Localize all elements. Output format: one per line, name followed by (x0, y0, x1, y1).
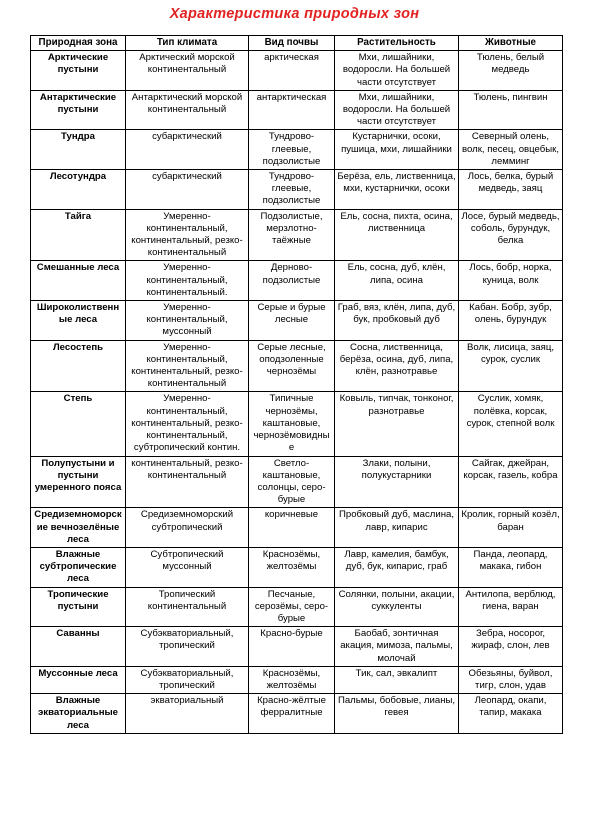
zone-cell: Тайга (31, 209, 126, 261)
soil-cell: Красно-бурые (249, 627, 335, 667)
header-animals: Животные (459, 36, 563, 51)
vegetation-cell: Мхи, лишайники, водоросли. На большей части отсутствует (335, 90, 459, 130)
zone-cell: Полупустыни и пустыни умеренного пояса (31, 456, 126, 508)
soil-cell: Краснозёмы, желтозёмы (249, 666, 335, 693)
zone-cell: Лесотундра (31, 170, 126, 210)
climate-cell: Умеренно-континентальный, муссонный (126, 301, 249, 341)
table-row (31, 694, 563, 734)
soil-cell: Светло-каштановые, солонцы, серо-бурые (249, 456, 335, 508)
table-row (31, 456, 563, 508)
zone-cell: Влажные субтропические леса (31, 547, 126, 587)
header-soil: Вид почвы (249, 36, 335, 51)
soil-cell: Тундрово-глеевые, подзолистые (249, 130, 335, 170)
header-zone: Природная зона (31, 36, 126, 51)
soil-cell: Красно-жёлтые ферралитные (249, 694, 335, 734)
animals-cell: Леопард, окапи, тапир, макака (459, 694, 563, 734)
vegetation-cell: Солянки, полыни, акации, суккуленты (335, 587, 459, 627)
vegetation-cell: Ель, сосна, пихта, осина, лиственница (335, 209, 459, 261)
vegetation-cell: Мхи, лишайники, водоросли. На большей части отсутствует (335, 51, 459, 91)
table-row (31, 51, 563, 91)
table-row (31, 392, 563, 456)
animals-cell: Северный олень, волк, песец, овцебык, лемминг (459, 130, 563, 170)
animals-cell: Обезьяны, буйвол, тигр, слон, удав (459, 666, 563, 693)
vegetation-cell: Ель, сосна, дуб, клён, липа, осина (335, 261, 459, 301)
zone-cell: Средиземноморские вечнозелёные леса (31, 508, 126, 548)
zone-cell: Арктические пустыни (31, 51, 126, 91)
climate-cell: Умеренно-континентальный, континентальный. (126, 261, 249, 301)
climate-cell: Средиземноморский субтропический (126, 508, 249, 548)
animals-cell: Лось, бобр, норка, куница, волк (459, 261, 563, 301)
zone-cell: Муссонные леса (31, 666, 126, 693)
animals-cell: Панда, леопард, макака, гибон (459, 547, 563, 587)
zone-cell: Лесостепь (31, 340, 126, 392)
animals-cell: Лось, белка, бурый медведь, заяц (459, 170, 563, 210)
table-row (31, 547, 563, 587)
header-vegetation: Растительность (335, 36, 459, 51)
soil-cell: Типичные чернозёмы, каштановые, чернозёмовидные (249, 392, 335, 456)
zone-cell: Антарктические пустыни (31, 90, 126, 130)
soil-cell: антарктическая (249, 90, 335, 130)
climate-cell: Умеренно-континентальный, континентальный, резко-континентальный, субтропический контин. (126, 392, 249, 456)
vegetation-cell: Лавр, камелия, бамбук, дуб, бук, кипарис, граб (335, 547, 459, 587)
climate-cell: Антарктический морской континентальный (126, 90, 249, 130)
climate-cell: субарктический (126, 130, 249, 170)
soil-cell: Песчаные, серозёмы, серо-бурые (249, 587, 335, 627)
header-climate: Тип климата (126, 36, 249, 51)
vegetation-cell: Тик, сал, эвкалипт (335, 666, 459, 693)
climate-cell: континентальный, резко-континентальный (126, 456, 249, 508)
table-row (31, 170, 563, 210)
animals-cell: Кролик, горный козёл, баран (459, 508, 563, 548)
soil-cell: Краснозёмы, желтозёмы (249, 547, 335, 587)
table-row (31, 261, 563, 301)
table-row (31, 130, 563, 170)
animals-cell: Суслик, хомяк, полёвка, корсак, сурок, степной волк (459, 392, 563, 456)
soil-cell: Подзолистые, мерзлотно-таёжные (249, 209, 335, 261)
animals-cell: Лосе, бурый медведь, соболь, бурундук, белка (459, 209, 563, 261)
animals-cell: Волк, лисица, заяц, сурок, суслик (459, 340, 563, 392)
climate-cell: Субэкваториальный, тропический (126, 627, 249, 667)
vegetation-cell: Пробковый дуб, маслина, лавр, кипарис (335, 508, 459, 548)
vegetation-cell: Берёза, ель, лиственница, мхи, кустарнички, осоки (335, 170, 459, 210)
table-row (31, 301, 563, 341)
vegetation-cell: Пальмы, бобовые, лианы, гевея (335, 694, 459, 734)
document-title: Характеристика природных зон (169, 6, 420, 22)
soil-cell: арктическая (249, 51, 335, 91)
zone-cell: Тропические пустыни (31, 587, 126, 627)
climate-cell: субарктический (126, 170, 249, 210)
table-row (31, 627, 563, 667)
natural-zones-table (30, 35, 563, 734)
soil-cell: коричневые (249, 508, 335, 548)
vegetation-cell: Ковыль, типчак, тонконог, разнотравье (335, 392, 459, 456)
soil-cell: Серые лесные, оподзоленные чернозёмы (249, 340, 335, 392)
climate-cell: экваториальный (126, 694, 249, 734)
zone-cell: Степь (31, 392, 126, 456)
vegetation-cell: Злаки, полыни, полукустарники (335, 456, 459, 508)
zone-cell: Саванны (31, 627, 126, 667)
vegetation-cell: Кустарнички, осоки, пушица, мхи, лишайники (335, 130, 459, 170)
zone-cell: Широколиственные леса (31, 301, 126, 341)
table-row (31, 666, 563, 693)
table-row (31, 209, 563, 261)
animals-cell: Зебра, носорог, жираф, слон, лев (459, 627, 563, 667)
table-header-row (31, 36, 563, 51)
soil-cell: Дерново-подзолистые (249, 261, 335, 301)
zone-cell: Смешанные леса (31, 261, 126, 301)
zone-cell: Влажные экваториальные леса (31, 694, 126, 734)
climate-cell: Умеренно-континентальный, континентальный, резко-континентальный (126, 209, 249, 261)
table-row (31, 508, 563, 548)
climate-cell: Умеренно-континентальный, континентальный, резко-континентальный (126, 340, 249, 392)
soil-cell: Серые и бурые лесные (249, 301, 335, 341)
table-row (31, 340, 563, 392)
animals-cell: Тюлень, белый медведь (459, 51, 563, 91)
animals-cell: Тюлень, пингвин (459, 90, 563, 130)
zone-cell: Тундра (31, 130, 126, 170)
vegetation-cell: Граб, вяз, клён, липа, дуб, бук, пробковый дуб (335, 301, 459, 341)
animals-cell: Кабан. Бобр, зубр, олень, бурундук (459, 301, 563, 341)
vegetation-cell: Баобаб, зонтичная акация, мимоза, пальмы, молочай (335, 627, 459, 667)
vegetation-cell: Сосна, лиственница, берёза, осина, дуб, липа, клён, разнотравье (335, 340, 459, 392)
animals-cell: Антилопа, верблюд, гиена, варан (459, 587, 563, 627)
soil-cell: Тундрово-глеевые, подзолистые (249, 170, 335, 210)
climate-cell: Тропический континентальный (126, 587, 249, 627)
table-row (31, 90, 563, 130)
table-row (31, 587, 563, 627)
animals-cell: Сайгак, джейран, корсак, газель, кобра (459, 456, 563, 508)
climate-cell: Субэкваториальный, тропический (126, 666, 249, 693)
climate-cell: Арктический морской континентальный (126, 51, 249, 91)
climate-cell: Субтропический муссонный (126, 547, 249, 587)
